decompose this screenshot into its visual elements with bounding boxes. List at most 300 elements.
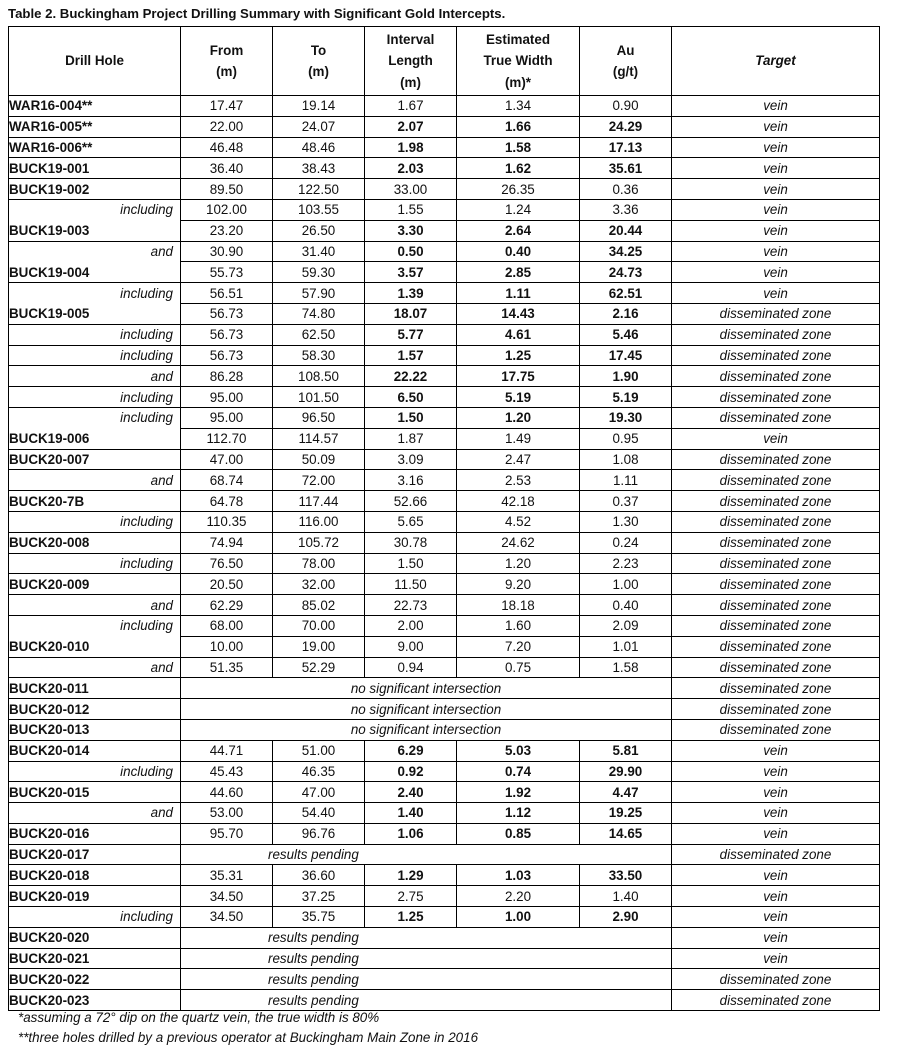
target-cell: vein: [672, 948, 880, 969]
table-row: [9, 470, 880, 491]
target-cell: vein: [672, 865, 880, 886]
true-width-cell: 1.03: [457, 865, 580, 886]
drill-hole-id: BUCK20-012: [9, 699, 181, 720]
header-from-line: From: [209, 42, 244, 58]
au-grade-cell: 1.11: [580, 470, 672, 491]
target-cell: vein: [672, 137, 880, 158]
true-width-cell: 2.47: [457, 449, 580, 470]
table-row: [9, 324, 880, 345]
from-cell: 68.74: [181, 470, 273, 491]
au-grade-cell: 17.13: [580, 137, 672, 158]
to-cell: 47.00: [273, 782, 365, 803]
target-cell: vein: [672, 220, 880, 241]
au-grade-cell: 0.90: [580, 96, 672, 117]
drill-hole-id: BUCK20-7B: [9, 491, 181, 512]
from-cell: 95.00: [181, 407, 273, 428]
to-cell: 78.00: [273, 553, 365, 574]
from-cell: 62.29: [181, 595, 273, 616]
drill-hole-id: BUCK20-022: [9, 969, 181, 990]
target-cell: vein: [672, 283, 880, 304]
target-cell: vein: [672, 158, 880, 179]
status-note: results pending: [181, 948, 672, 969]
from-cell: 34.50: [181, 907, 273, 928]
target-cell: vein: [672, 823, 880, 844]
table-row: [9, 886, 880, 907]
true-width-cell: 26.35: [457, 179, 580, 200]
interval-length-cell: 1.57: [365, 345, 457, 366]
au-grade-cell: 3.36: [580, 199, 672, 220]
target-cell: disseminated zone: [672, 553, 880, 574]
target-cell: disseminated zone: [672, 470, 880, 491]
target-cell: disseminated zone: [672, 990, 880, 1011]
drill-hole-id: BUCK19-003: [9, 220, 181, 241]
drill-hole-id: WAR16-004**: [9, 96, 181, 117]
drill-hole-id: BUCK20-011: [9, 678, 181, 699]
true-width-cell: 1.66: [457, 116, 580, 137]
au-grade-cell: 33.50: [580, 865, 672, 886]
from-cell: 36.40: [181, 158, 273, 179]
true-width-cell: 1.92: [457, 782, 580, 803]
to-cell: 36.60: [273, 865, 365, 886]
table-row: [9, 657, 880, 678]
target-cell: disseminated zone: [672, 636, 880, 657]
target-cell: disseminated zone: [672, 511, 880, 532]
sub-interval-label: and: [9, 470, 181, 491]
true-width-cell: 24.62: [457, 532, 580, 553]
au-grade-cell: 1.01: [580, 636, 672, 657]
target-cell: vein: [672, 886, 880, 907]
from-cell: 112.70: [181, 428, 273, 449]
au-grade-cell: 1.58: [580, 657, 672, 678]
true-width-cell: 0.75: [457, 657, 580, 678]
table-row: [9, 96, 880, 117]
au-grade-cell: 62.51: [580, 283, 672, 304]
table-row: [9, 803, 880, 824]
table-row: [9, 553, 880, 574]
sub-interval-label: including: [9, 324, 181, 345]
table-row: [9, 158, 880, 179]
target-cell: vein: [672, 428, 880, 449]
sub-interval-label: and: [9, 803, 181, 824]
interval-length-cell: 3.57: [365, 262, 457, 283]
table-row: [9, 241, 880, 262]
au-grade-cell: 0.37: [580, 491, 672, 512]
to-cell: 117.44: [273, 491, 365, 512]
table-row: [9, 116, 880, 137]
from-cell: 68.00: [181, 615, 273, 636]
header-interval-line1: Interval: [386, 31, 435, 47]
table-row: [9, 532, 880, 553]
au-grade-cell: 17.45: [580, 345, 672, 366]
table-row: [9, 199, 880, 220]
table-body: [9, 96, 880, 1011]
interval-length-cell: 30.78: [365, 532, 457, 553]
from-cell: 74.94: [181, 532, 273, 553]
true-width-cell: 7.20: [457, 636, 580, 657]
interval-length-cell: 1.55: [365, 199, 457, 220]
true-width-cell: 1.20: [457, 407, 580, 428]
header-from: [181, 27, 273, 96]
to-cell: 37.25: [273, 886, 365, 907]
header-true-width: [457, 27, 580, 96]
drill-hole-id: BUCK20-021: [9, 948, 181, 969]
to-cell: 103.55: [273, 199, 365, 220]
true-width-cell: 0.40: [457, 241, 580, 262]
to-cell: 105.72: [273, 532, 365, 553]
drill-hole-id: WAR16-005**: [9, 116, 181, 137]
header-au-unit: (g/t): [612, 64, 639, 79]
to-cell: 48.46: [273, 137, 365, 158]
header-to-line: To: [310, 42, 327, 58]
to-cell: 85.02: [273, 595, 365, 616]
table-row: [9, 844, 880, 865]
table-row: [9, 407, 880, 428]
true-width-cell: 1.58: [457, 137, 580, 158]
interval-length-cell: 1.40: [365, 803, 457, 824]
true-width-cell: 1.60: [457, 615, 580, 636]
interval-length-cell: 3.30: [365, 220, 457, 241]
from-cell: 47.00: [181, 449, 273, 470]
to-cell: 19.00: [273, 636, 365, 657]
from-cell: 17.47: [181, 96, 273, 117]
interval-length-cell: 22.22: [365, 366, 457, 387]
drill-hole-id: BUCK20-019: [9, 886, 181, 907]
au-grade-cell: 1.40: [580, 886, 672, 907]
status-note: no significant intersection: [181, 719, 672, 740]
table-row: [9, 907, 880, 928]
target-cell: disseminated zone: [672, 844, 880, 865]
true-width-cell: 5.19: [457, 387, 580, 408]
from-cell: 56.73: [181, 303, 273, 324]
from-cell: 45.43: [181, 761, 273, 782]
target-cell: disseminated zone: [672, 324, 880, 345]
header-to-unit: (m): [308, 64, 329, 79]
target-cell: disseminated zone: [672, 678, 880, 699]
interval-length-cell: 0.92: [365, 761, 457, 782]
to-cell: 96.76: [273, 823, 365, 844]
target-cell: disseminated zone: [672, 303, 880, 324]
table-row: [9, 137, 880, 158]
from-cell: 86.28: [181, 366, 273, 387]
true-width-cell: 1.24: [457, 199, 580, 220]
to-cell: 101.50: [273, 387, 365, 408]
drill-hole-id: BUCK20-007: [9, 449, 181, 470]
status-note: results pending: [181, 844, 672, 865]
sub-interval-label: and: [9, 595, 181, 616]
interval-length-cell: 1.50: [365, 553, 457, 574]
table-row: [9, 428, 880, 449]
sub-interval-label: including: [9, 407, 181, 428]
drill-hole-id: BUCK20-017: [9, 844, 181, 865]
table-row: [9, 345, 880, 366]
status-note: results pending: [181, 927, 672, 948]
true-width-cell: 1.49: [457, 428, 580, 449]
from-cell: 44.60: [181, 782, 273, 803]
target-cell: vein: [672, 803, 880, 824]
table-row: [9, 283, 880, 304]
target-cell: vein: [672, 761, 880, 782]
interval-length-cell: 1.29: [365, 865, 457, 886]
from-cell: 64.78: [181, 491, 273, 512]
table-row: [9, 449, 880, 470]
table-row: [9, 719, 880, 740]
drill-hole-id: WAR16-006**: [9, 137, 181, 158]
status-note: no significant intersection: [181, 699, 672, 720]
target-cell: disseminated zone: [672, 595, 880, 616]
au-grade-cell: 0.40: [580, 595, 672, 616]
to-cell: 57.90: [273, 283, 365, 304]
header-drill-hole: Drill Hole: [9, 27, 181, 96]
from-cell: 34.50: [181, 886, 273, 907]
drill-hole-id: BUCK19-001: [9, 158, 181, 179]
target-cell: vein: [672, 199, 880, 220]
to-cell: 114.57: [273, 428, 365, 449]
to-cell: 26.50: [273, 220, 365, 241]
au-grade-cell: 35.61: [580, 158, 672, 179]
target-cell: vein: [672, 740, 880, 761]
table-row: [9, 220, 880, 241]
au-grade-cell: 5.81: [580, 740, 672, 761]
interval-length-cell: 0.50: [365, 241, 457, 262]
table-row: [9, 761, 880, 782]
from-cell: 110.35: [181, 511, 273, 532]
interval-length-cell: 3.16: [365, 470, 457, 491]
au-grade-cell: 0.36: [580, 179, 672, 200]
target-cell: disseminated zone: [672, 491, 880, 512]
interval-length-cell: 6.29: [365, 740, 457, 761]
header-target: Target: [672, 27, 880, 96]
status-note: results pending: [181, 990, 672, 1011]
from-cell: 55.73: [181, 262, 273, 283]
table-row: [9, 948, 880, 969]
status-note: results pending: [181, 969, 672, 990]
drilling-summary-table: [8, 26, 880, 1011]
drill-hole-id: BUCK20-020: [9, 927, 181, 948]
interval-length-cell: 2.75: [365, 886, 457, 907]
to-cell: 96.50: [273, 407, 365, 428]
true-width-cell: 1.12: [457, 803, 580, 824]
target-cell: disseminated zone: [672, 969, 880, 990]
target-cell: vein: [672, 96, 880, 117]
target-cell: disseminated zone: [672, 532, 880, 553]
from-cell: 56.73: [181, 345, 273, 366]
true-width-cell: 2.85: [457, 262, 580, 283]
sub-interval-label: including: [9, 345, 181, 366]
interval-length-cell: 2.07: [365, 116, 457, 137]
au-grade-cell: 19.25: [580, 803, 672, 824]
interval-length-cell: 1.98: [365, 137, 457, 158]
drill-hole-id: BUCK20-008: [9, 532, 181, 553]
sub-interval-label: including: [9, 553, 181, 574]
true-width-cell: 1.20: [457, 553, 580, 574]
to-cell: 31.40: [273, 241, 365, 262]
true-width-cell: 18.18: [457, 595, 580, 616]
from-cell: 102.00: [181, 199, 273, 220]
to-cell: 74.80: [273, 303, 365, 324]
sub-interval-label: including: [9, 511, 181, 532]
from-cell: 95.00: [181, 387, 273, 408]
target-cell: disseminated zone: [672, 449, 880, 470]
true-width-cell: 0.74: [457, 761, 580, 782]
au-grade-cell: 34.25: [580, 241, 672, 262]
sub-interval-label: and: [9, 366, 181, 387]
au-grade-cell: 2.09: [580, 615, 672, 636]
au-grade-cell: 2.23: [580, 553, 672, 574]
au-grade-cell: 5.19: [580, 387, 672, 408]
au-grade-cell: 14.65: [580, 823, 672, 844]
target-cell: disseminated zone: [672, 387, 880, 408]
table-row: [9, 511, 880, 532]
drill-hole-id: BUCK19-006: [9, 428, 181, 449]
sub-interval-label: including: [9, 907, 181, 928]
table-row: [9, 574, 880, 595]
status-note: no significant intersection: [181, 678, 672, 699]
au-grade-cell: 0.95: [580, 428, 672, 449]
interval-length-cell: 9.00: [365, 636, 457, 657]
interval-length-cell: 1.39: [365, 283, 457, 304]
to-cell: 35.75: [273, 907, 365, 928]
sub-interval-label: including: [9, 761, 181, 782]
header-interval-line2: Length: [388, 53, 433, 69]
drill-hole-id: BUCK20-014: [9, 740, 181, 761]
sub-interval-label: including: [9, 615, 181, 636]
header-interval-length: [365, 27, 457, 96]
table-row: [9, 636, 880, 657]
from-cell: 20.50: [181, 574, 273, 595]
target-cell: disseminated zone: [672, 574, 880, 595]
to-cell: 52.29: [273, 657, 365, 678]
interval-length-cell: 2.40: [365, 782, 457, 803]
table-row: [9, 179, 880, 200]
true-width-cell: 2.64: [457, 220, 580, 241]
au-grade-cell: 1.08: [580, 449, 672, 470]
au-grade-cell: 19.30: [580, 407, 672, 428]
drill-hole-id: BUCK20-013: [9, 719, 181, 740]
to-cell: 51.00: [273, 740, 365, 761]
target-cell: vein: [672, 927, 880, 948]
au-grade-cell: 20.44: [580, 220, 672, 241]
target-cell: vein: [672, 907, 880, 928]
au-grade-cell: 1.90: [580, 366, 672, 387]
interval-length-cell: 1.50: [365, 407, 457, 428]
from-cell: 95.70: [181, 823, 273, 844]
target-cell: vein: [672, 116, 880, 137]
table-caption: Table 2. Buckingham Project Drilling Summary with Significant Gold Intercepts.: [8, 6, 506, 21]
from-cell: 10.00: [181, 636, 273, 657]
au-grade-cell: 2.16: [580, 303, 672, 324]
to-cell: 50.09: [273, 449, 365, 470]
target-cell: disseminated zone: [672, 657, 880, 678]
drill-hole-id: BUCK20-023: [9, 990, 181, 1011]
drill-hole-id: BUCK20-015: [9, 782, 181, 803]
interval-length-cell: 18.07: [365, 303, 457, 324]
interval-length-cell: 2.03: [365, 158, 457, 179]
table-row: [9, 699, 880, 720]
to-cell: 46.35: [273, 761, 365, 782]
to-cell: 19.14: [273, 96, 365, 117]
au-grade-cell: 29.90: [580, 761, 672, 782]
drill-hole-id: BUCK20-018: [9, 865, 181, 886]
to-cell: 59.30: [273, 262, 365, 283]
from-cell: 22.00: [181, 116, 273, 137]
table-row: [9, 678, 880, 699]
from-cell: 44.71: [181, 740, 273, 761]
au-grade-cell: 0.24: [580, 532, 672, 553]
to-cell: 38.43: [273, 158, 365, 179]
from-cell: 35.31: [181, 865, 273, 886]
true-width-cell: 1.11: [457, 283, 580, 304]
interval-length-cell: 52.66: [365, 491, 457, 512]
drill-hole-id: BUCK20-016: [9, 823, 181, 844]
true-width-cell: 4.52: [457, 511, 580, 532]
table-row: [9, 387, 880, 408]
true-width-cell: 14.43: [457, 303, 580, 324]
au-grade-cell: 24.73: [580, 262, 672, 283]
target-cell: disseminated zone: [672, 366, 880, 387]
table-row: [9, 491, 880, 512]
true-width-cell: 1.00: [457, 907, 580, 928]
true-width-cell: 9.20: [457, 574, 580, 595]
au-grade-cell: 1.00: [580, 574, 672, 595]
sub-interval-label: including: [9, 387, 181, 408]
au-grade-cell: 24.29: [580, 116, 672, 137]
header-to: [273, 27, 365, 96]
interval-length-cell: 3.09: [365, 449, 457, 470]
table-row: [9, 615, 880, 636]
true-width-cell: 4.61: [457, 324, 580, 345]
au-grade-cell: 4.47: [580, 782, 672, 803]
footnote-previous-operator: **three holes drilled by a previous operator at Buckingham Main Zone in 2016: [18, 1030, 479, 1045]
au-grade-cell: 2.90: [580, 907, 672, 928]
true-width-cell: 2.53: [457, 470, 580, 491]
from-cell: 46.48: [181, 137, 273, 158]
table-row: [9, 865, 880, 886]
footnote-true-width: *assuming a 72° dip on the quartz vein, the true width is 80%: [18, 1010, 380, 1025]
interval-length-cell: 0.94: [365, 657, 457, 678]
from-cell: 89.50: [181, 179, 273, 200]
sub-interval-label: including: [9, 199, 181, 220]
interval-length-cell: 1.25: [365, 907, 457, 928]
header-from-unit: (m): [216, 64, 237, 79]
to-cell: 32.00: [273, 574, 365, 595]
true-width-cell: 1.62: [457, 158, 580, 179]
interval-length-cell: 1.67: [365, 96, 457, 117]
target-cell: vein: [672, 241, 880, 262]
header-true-width-line2: True Width: [483, 53, 553, 69]
table-row: [9, 595, 880, 616]
sub-interval-label: and: [9, 657, 181, 678]
from-cell: 53.00: [181, 803, 273, 824]
target-cell: disseminated zone: [672, 615, 880, 636]
from-cell: 56.51: [181, 283, 273, 304]
interval-length-cell: 2.00: [365, 615, 457, 636]
sub-interval-label: and: [9, 241, 181, 262]
interval-length-cell: 5.65: [365, 511, 457, 532]
au-grade-cell: 1.30: [580, 511, 672, 532]
true-width-cell: 0.85: [457, 823, 580, 844]
table-row: [9, 303, 880, 324]
to-cell: 116.00: [273, 511, 365, 532]
footnotes: [18, 1008, 478, 1048]
from-cell: 56.73: [181, 324, 273, 345]
header-true-width-line1: Estimated: [486, 31, 550, 47]
from-cell: 30.90: [181, 241, 273, 262]
to-cell: 24.07: [273, 116, 365, 137]
drill-hole-id: BUCK19-004: [9, 262, 181, 283]
header-row: [9, 27, 880, 96]
drill-hole-id: BUCK20-009: [9, 574, 181, 595]
to-cell: 72.00: [273, 470, 365, 491]
